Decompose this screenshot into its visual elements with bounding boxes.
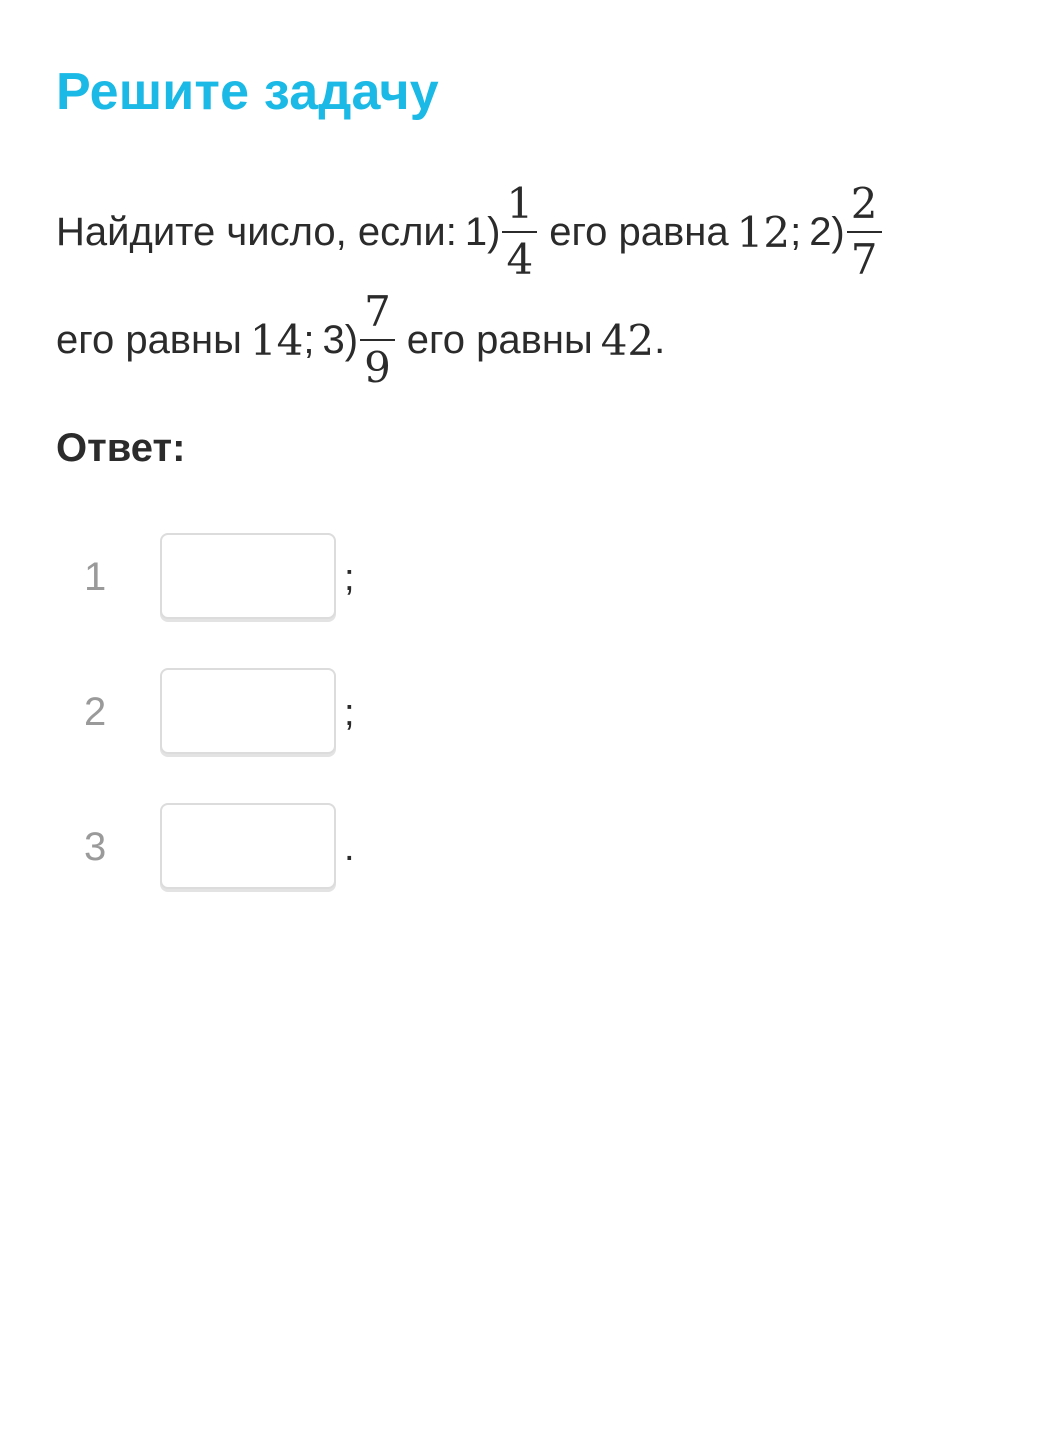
fraction-2 [847, 179, 882, 284]
problem-end-period: . [654, 317, 666, 362]
answer-index-3: 3 [84, 825, 107, 869]
fraction-3-denominator: 9 [364, 343, 391, 392]
page-title: Решите задачу [56, 63, 439, 121]
answer-row-1 [56, 533, 456, 625]
answer-row-2 [56, 668, 456, 760]
answer-punct-1: ; [344, 557, 355, 599]
part-1-value: 12 [736, 207, 791, 257]
fraction-2-denominator: 7 [850, 235, 878, 284]
answer-index-1: 1 [84, 555, 107, 599]
fraction-2-numerator: 2 [850, 179, 878, 228]
separator-2: ; [303, 317, 315, 362]
part-2-label: 2) [809, 209, 845, 254]
answer-input-2[interactable] [160, 668, 336, 754]
fraction-3-numerator: 7 [364, 287, 391, 336]
fraction-1-denominator: 4 [506, 235, 534, 284]
answer-row-3 [56, 803, 456, 895]
answer-punct-3: . [344, 827, 355, 869]
problem-text-line-2 [56, 280, 665, 400]
part-3-label: 3) [322, 317, 359, 362]
fraction-1-numerator: 1 [506, 179, 534, 228]
part-3-value: 42 [600, 315, 655, 365]
part-2-text: его равны [56, 317, 242, 362]
problem-text-line-1 [56, 172, 886, 292]
answer-input-3[interactable] [160, 803, 336, 889]
part-2-value: 14 [249, 315, 304, 365]
separator-1: ; [790, 209, 802, 254]
answer-input-1[interactable] [160, 533, 336, 619]
fraction-1 [502, 179, 537, 284]
problem-intro: Найдите число, если: [56, 209, 457, 254]
answer-index-2: 2 [84, 690, 107, 734]
answer-punct-2: ; [344, 692, 355, 734]
part-1-text: его равна [549, 209, 729, 254]
part-3-text: его равны [406, 317, 593, 362]
answer-label: Ответ: [56, 426, 186, 470]
fraction-3 [360, 287, 395, 392]
part-1-label: 1) [464, 209, 501, 254]
